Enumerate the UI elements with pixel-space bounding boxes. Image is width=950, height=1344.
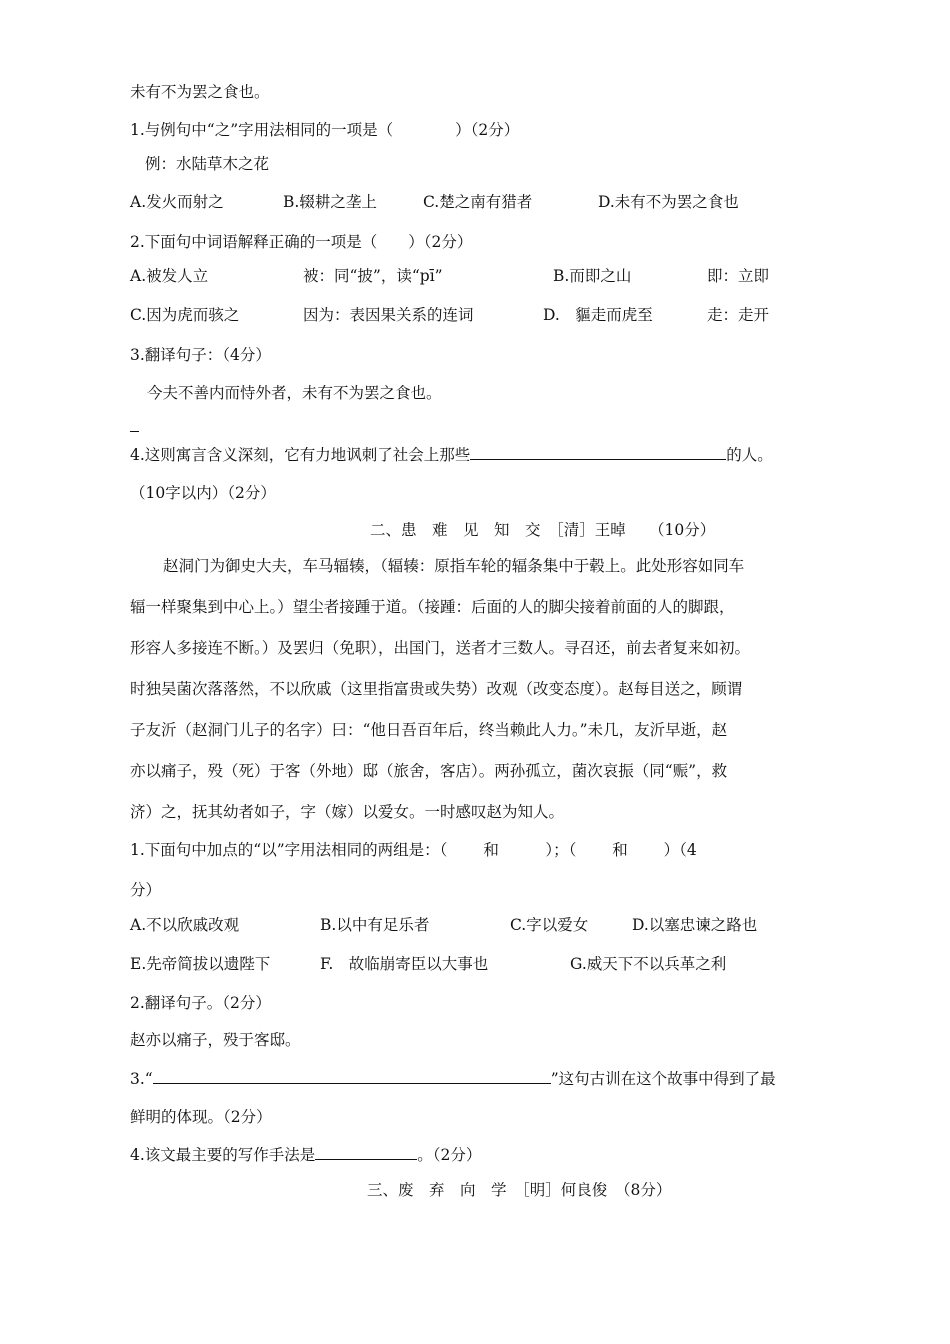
q2-option-d: D. 貙走而虎至	[543, 306, 653, 324]
q2-option-b-explain: 即：立即	[707, 267, 770, 285]
s2-question-1: 1.下面句中加点的“以”字用法相同的两组是：（ 和 ）；（ 和 ）（4	[130, 841, 697, 859]
question-2: 2.下面句中词语解释正确的一项是（ ）（2分）	[130, 233, 473, 251]
s2-q2-sentence: 赵亦以痛子，殁于客邸。	[130, 1031, 301, 1049]
q2-option-d-explain: 走：走开	[707, 306, 770, 324]
q1-option-c: C.楚之南有猎者	[423, 193, 533, 211]
question-1: 1.与例句中“之”字用法相同的一项是（ ）（2分）	[130, 121, 520, 139]
example-text: 例：水陆草木之花	[145, 155, 270, 173]
q1-option-d: D.未有不为罢之食也	[598, 193, 739, 211]
q2-option-b: B.而即之山	[553, 267, 632, 285]
s2-q4-tail: 。（2分）	[417, 1146, 482, 1164]
q4-limit: （10字以内）（2分）	[130, 484, 276, 502]
passage-line-6: 亦以痛子，殁（死）于客（外地）邸（旅舍，客店）。两孙孤立，菌次哀振（同“赈”，救	[130, 762, 728, 780]
section-2-title: 二、患 难 见 知 交 ［清］王晫 （10分）	[370, 521, 716, 539]
q2-row-ab	[130, 266, 769, 286]
s2-question-3-cont: 鲜明的体现。（2分）	[130, 1108, 272, 1126]
s2-q4-text: 4.该文最主要的写作手法是	[130, 1146, 316, 1164]
s2-question-1-cont: 分）	[130, 881, 162, 899]
s2-option-d: D.以塞忠谏之路也	[632, 916, 758, 934]
s2-question-2: 2.翻译句子。（2分）	[130, 994, 271, 1012]
s2-question-4	[130, 1143, 481, 1165]
s2-option-a: A.不以欣戚改观	[130, 916, 240, 934]
s2-q3-open: 3.“	[130, 1070, 153, 1088]
s2-options-row-2	[130, 954, 726, 974]
s2-option-f: F. 故临崩寄臣以大事也	[320, 955, 489, 973]
passage-last-line: 未有不为罢之食也。	[130, 83, 270, 101]
s2-option-e: E.先帝简拔以遗陛下	[130, 955, 271, 973]
s2-option-b: B.以中有足乐者	[320, 916, 430, 934]
question-3: 3.翻译句子：（4分）	[130, 346, 271, 364]
s2-q4-blank[interactable]	[315, 1143, 417, 1160]
q2-option-a: A.被发人立	[130, 267, 209, 285]
q4-blank[interactable]	[470, 443, 726, 460]
q2-row-cd	[130, 305, 769, 325]
q1-options	[130, 192, 739, 212]
s2-option-c: C.字以爱女	[510, 916, 589, 934]
question-4	[130, 443, 773, 465]
q3-sentence: 今夫不善内而恃外者，未有不为罢之食也。	[147, 384, 442, 402]
q1-option-b: B.辍耕之垄上	[283, 193, 377, 211]
q2-option-c: C.因为虎而骇之	[130, 306, 240, 324]
s2-q3-tail: ”这句古训在这个故事中得到了最	[550, 1070, 776, 1088]
q4-tail: 的人。	[726, 446, 773, 464]
s2-option-g: G.威天下不以兵革之利	[570, 955, 727, 973]
example-line	[145, 154, 269, 174]
s2-options-row-1	[130, 915, 757, 935]
q2-option-c-explain: 因为：表因果关系的连词	[303, 306, 474, 324]
passage-line-3: 形容人多接连不断。）及罢归（免职），出国门，送者才三数人。寻召还，前去者复来如初。	[130, 639, 751, 657]
section-3-title: 三、废 弃 向 学 ［明］何良俊 （8分）	[367, 1181, 672, 1199]
s2-q3-blank[interactable]	[153, 1067, 551, 1084]
s2-question-3	[130, 1067, 776, 1089]
answer-line-short	[130, 431, 139, 432]
passage-line-7: 济）之，抚其幼者如子，字（嫁）以爱女。一时感叹赵为知人。	[130, 803, 565, 821]
q1-option-a: A.发火而射之	[130, 193, 224, 211]
passage-line-4: 时独吴菌次落落然，不以欣戚（这里指富贵或失势）改观（改变态度）。赵每目送之，顾谓	[130, 680, 743, 698]
passage-line-5: 子友沂（赵洞门儿子的名字）曰：“他日吾百年后，终当赖此人力。”未几，友沂早逝，赵	[130, 721, 728, 739]
passage-line-2: 辐一样聚集到中心上。）望尘者接踵于道。（接踵：后面的人的脚尖接着前面的人的脚跟，	[130, 598, 735, 616]
q2-option-a-explain: 被：同“披”，读“pī”	[303, 267, 443, 285]
passage-line-1: 赵洞门为御史大夫，车马辐辏，（辐辏：原指车轮的辐条集中于毂上。此处形容如同车	[163, 557, 745, 575]
q4-text: 4.这则寓言含义深刻，它有力地讽刺了社会上那些	[130, 446, 471, 464]
